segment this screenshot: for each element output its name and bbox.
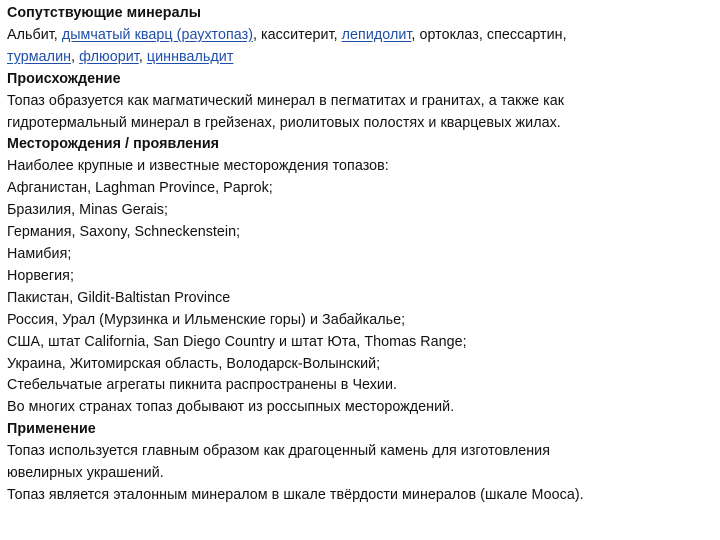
link-fluorite[interactable]: флюорит [79, 48, 139, 65]
deposits-line: Во многих странах топаз добывают из россыпных месторождений. [7, 399, 455, 416]
deposits-line: Украина, Житомирская область, Володарск-Волынский; [7, 355, 381, 372]
deposits-line: Стебельчатые агрегаты пикнита распространены в Чехии. [7, 377, 398, 394]
minerals-text: , [71, 48, 80, 65]
minerals-text: , касситерит, [253, 26, 342, 43]
deposits-line: Намибия; [7, 245, 72, 262]
deposits-line: Бразилия, Minas Gerais; [7, 202, 169, 219]
link-lepidolite[interactable]: лепидолит [341, 26, 412, 43]
minerals-line-1 [7, 25, 715, 47]
deposits-line: Германия, Saxony, Schneckenstein; [7, 224, 241, 241]
link-tourmaline[interactable]: турмалин [7, 48, 72, 65]
origin-line: Топаз образуется как магматический минерал в пегматитах и гранитах, а также как [7, 92, 565, 109]
deposits-line: Наиболее крупные и известные месторождения топазов: [7, 158, 389, 175]
usage-line: Топаз является эталонным минералом в шкале твёрдости минералов (шкале Мооса). [7, 486, 584, 503]
link-smoky-quartz[interactable]: дымчатый кварц (раухтопаз) [61, 26, 254, 43]
deposits-line: Пакистан, Gildit-Baltistan Province [7, 289, 231, 306]
origin-line: гидротермальный минерал в грейзенах, риолитовых полостях и кварцевых жилах. [7, 114, 561, 131]
deposits-line: Россия, Урал (Мурзинка и Ильменские горы) и Забайкалье; [7, 311, 406, 328]
link-zinnwaldite[interactable]: циннвальдит [146, 48, 234, 65]
deposits-line: США, штат California, San Diego Country и штат Юта, Thomas Range; [7, 333, 467, 350]
minerals-line-2 [7, 47, 715, 69]
deposits-line: Афганистан, Laghman Province, Paprok; [7, 180, 273, 197]
usage-line: ювелирных украшений. [7, 465, 164, 482]
minerals-text: Альбит, [7, 26, 62, 43]
minerals-text: , [138, 48, 147, 65]
minerals-text: , ортоклаз, спессартин, [411, 26, 567, 43]
heading-associated-minerals: Сопутствующие минералы [7, 5, 201, 21]
heading-usage: Применение [7, 421, 96, 438]
document-page [7, 3, 715, 507]
deposits-line: Норвегия; [7, 267, 74, 284]
usage-line: Топаз используется главным образом как драгоценный камень для изготовления [7, 443, 550, 460]
heading-deposits: Месторождения / проявления [7, 136, 220, 153]
heading-origin: Происхождение [7, 70, 121, 87]
